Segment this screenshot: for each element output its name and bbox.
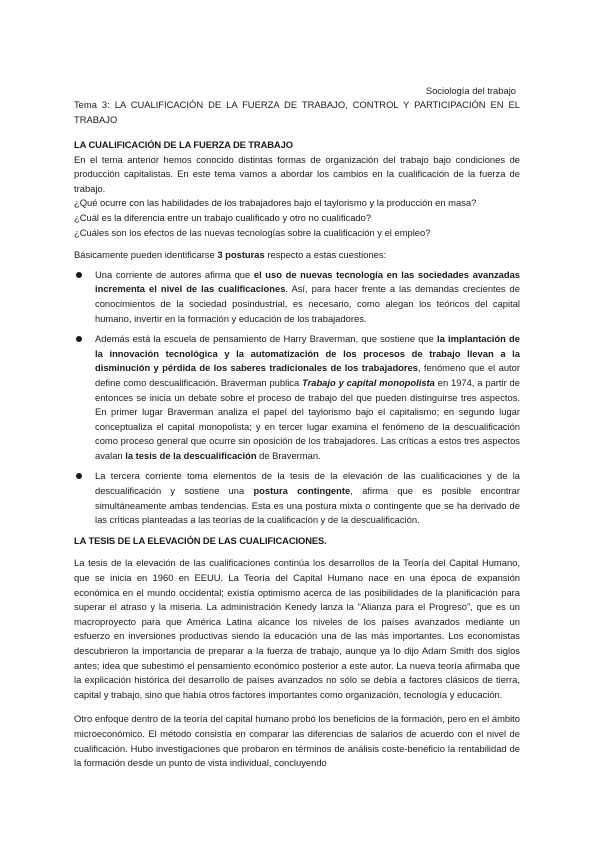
postures-intro: Básicamente pueden identificarse 3 posturas respecto a estas cuestiones:: [74, 249, 387, 261]
document-body: [74, 138, 520, 771]
section-heading-elevation: LA TESIS DE LA ELEVACIÓN DE LAS CUALIFICACIONES.: [74, 534, 327, 546]
elevation-paragraph-2: Otro enfoque dentro de la teoría del capital humano probó los beneficios de la formación, pero en el ámbito microeconómico. El método consistía en comparar las diferencias de salarios de acuerdo con el nivel de cualificación. Hubo investigaciones que probaron en términos de análisis coste-beneficio la rentabilidad de la formación desde un punto de vista individual, concluyendo: [74, 713, 520, 769]
question-1: ¿Qué ocurre con las habilidades de los trabajadores bajo el taylorismo y la producción en masa?: [74, 197, 477, 209]
questions-list: [74, 196, 520, 240]
list-item: Además está la escuela de pensamiento de Harry Braverman, que sostiene que la implantación de la innovación tecnológica y la automatización de los procesos de trabajo llevan a la disminución y pérdida de los saberes tradicionales de los trabajadores, fenómeno que el autor define como descualificación. Braverman publica Trabajo y capital monopolista en 1974, a partir de entonces se inicia un debate sobre el proceso de trabajo del que pueden distinguirse tres aspectos. En primer lugar Braverman analiza el papel del taylorismo bajo el capitalismo; en segundo lugar conceptualiza el capital monopolista; y en tercer lugar examina el fenómeno de la descualificación como proceso general que ocurre sin oposición de los trabajadores. Las críticas a estos tres aspectos avalan la tesis de la descualificación de Braverman.: [74, 332, 520, 463]
list-item: La tercera corriente toma elementos de la tesis de la elevación de las cualificaciones y de la descualificación y sostiene una postura contingente, afirma que es posible encontrar simultáneamente ambas tendencias. Esta es una postura mixta o contingente que se ha derivado de las críticas planteadas a las teorías de la cualificación y de la descualificación.: [74, 469, 520, 527]
intro-paragraph: En el tema anterior hemos conocido distintas formas de organización del trabajo bajo condiciones de producción capitalistas. En este tema vamos a abordar los cambios en la cualificación de la fuerza de trabajo.: [74, 153, 520, 194]
subject-header: Sociología del trabajo: [425, 85, 516, 96]
bullet-icon: [76, 473, 82, 479]
list-item: Una corriente de autores afirma que el uso de nuevas tecnología en las sociedades avanzadas incrementa el nivel de las cualificaciones. Así, para hacer frente a las demandas crecientes de conocimientos de la sociedad posindustrial, es necesario, como alegan los teóricos del capital humano, invertir en la formación y educación de los trabajadores.: [74, 268, 520, 326]
postures-list: [74, 268, 520, 528]
bullet-icon: [76, 336, 82, 342]
bullet-icon: [76, 272, 82, 278]
topic-title: Tema 3: LA CUALIFICACIÓN DE LA FUERZA DE TRABAJO, CONTROL Y PARTICIPACIÓN EN EL TRABAJO: [74, 99, 520, 125]
elevation-paragraph-1: La tesis de la elevación de las cualificaciones continúa los desarrollos de la Teoría del Capital Humano, que se inicia en 1960 en EEUU. La Teoría del Capital Humano nace en una época de expansión económica en el mundo occidental; existía optimismo acerca de las posibilidades de la planificación para superar el atraso y la miseria. La administración Kenedy lanza la “Alianza para el Progreso”, que es un macroproyecto para que América Latina alcance los niveles de los países avanzados mediante un esfuerzo en inversiones productivas siendo la educación una de las más importantes. Los economistas descubrieron la importancia de preparar a la fuerza de trabajo, aunque ya lo dijo Adam Smith dos siglos antes; idea que subestimó el pensamiento económico posterior a este autor. La nueva teoría afirmaba que la explicación histórica del desarrollo de países avanzados no sólo se debía a factores clásicos de tierra, capital y trabajo, sino que había otros factores importantes como organización, tecnología y educación.: [74, 557, 520, 700]
question-2: ¿Cuál es la diferencia entre un trabajo cualificado y otro no cualificado?: [74, 211, 372, 223]
section-heading-qualification: LA CUALIFICACIÓN DE LA FUERZA DE TRABAJO: [74, 139, 293, 150]
question-3: ¿Cuáles son los efectos de las nuevas tecnologías sobre la cualificación y el empleo?: [74, 226, 431, 238]
